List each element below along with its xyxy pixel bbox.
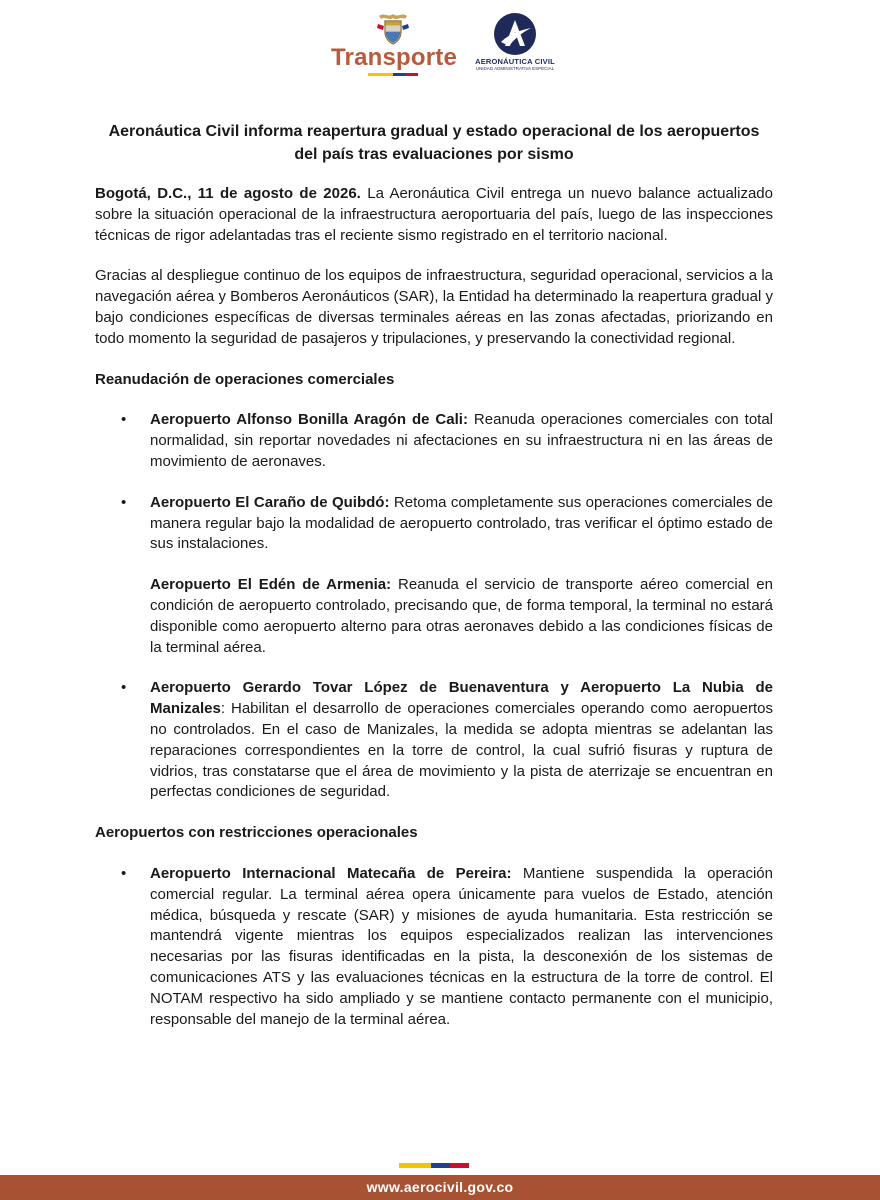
document-title: Aeronáutica Civil informa reapertura gradual y estado operacional de los aeropuertos del país tras evaluaciones por sismo xyxy=(108,123,760,163)
footer-flag-bar xyxy=(399,1163,469,1168)
list-item xyxy=(95,678,773,803)
airport-status: Retoma completamente sus operaciones comerciales de manera regular bajo la modalidad de aeropuerto controlado, tras verificar el óptimo estado de sus instalaciones. xyxy=(150,493,773,553)
airport-name: Aeropuerto Internacional Matecaña de Pereira: xyxy=(150,864,512,882)
dateline: Bogotá, D.C., 11 de agosto de 2026. xyxy=(95,185,361,202)
airport-name: Aeropuerto Alfonso Bonilla Aragón de Cali: xyxy=(150,411,468,429)
intro-text: La Aeronáutica Civil entrega un nuevo balance actualizado sobre la situación operacional de la infraestructura aeroportuaria del país, luego de las inspecciones técnicas de rigor adelantadas tras el reciente sismo registrado en el territorio nacional. xyxy=(95,185,773,244)
agency-name: AERONÁUTICA CIVIL xyxy=(475,57,555,66)
list-item xyxy=(95,864,773,1030)
coat-of-arms-icon xyxy=(376,10,410,46)
footer-website-link[interactable]: www.aerocivil.gov.co xyxy=(0,1175,880,1200)
ministry-logo xyxy=(331,10,458,90)
airport-list-reanudacion-cont xyxy=(95,678,773,803)
section-heading-restricciones: Aeropuertos con restricciones operacionales xyxy=(95,824,418,842)
list-item xyxy=(95,410,773,472)
list-item-indented xyxy=(95,575,773,658)
airport-name: Aeropuerto Gerardo Tovar López de Buenaventura y Aeropuerto La Nubia de Manizales xyxy=(150,679,773,718)
flag-color-bar xyxy=(368,73,418,76)
aerocivil-emblem-icon xyxy=(493,12,537,56)
airport-name: Aeropuerto El Caraño de Quibdó: xyxy=(150,493,390,511)
agency-subtitle: UNIDAD ADMINISTRATIVA ESPECIAL xyxy=(475,66,555,71)
airport-list-restricciones xyxy=(95,864,773,1030)
ministry-logo-text: Transporte xyxy=(331,44,458,71)
letterhead xyxy=(0,8,880,88)
airport-status: : Habilitan el desarrollo de operaciones comerciales operando como aeropuertos no controlados. En el caso de Manizales, la medida se adopta mientras se adelantan las reparaciones correspondientes en la torre de control, la cual sufrió fisuras y ruptura de vidrios, tras constatarse que el área de movimiento y la pista de aterrizaje se encuentran en perfectas condiciones de seguridad. xyxy=(150,700,773,801)
document-body xyxy=(95,120,773,1050)
intro-paragraph xyxy=(95,184,773,246)
airport-status: Reanuda el servicio de transporte aéreo comercial en condición de aeropuerto controlado, precisando que, de forma temporal, la terminal no estará disponible como aeropuerto alterno para otras aeronaves debido a las condiciones físicas de la terminal aérea. xyxy=(150,576,773,656)
context-paragraph: Gracias al despliegue continuo de los equipos de infraestructura, seguridad operacional, servicios a la navegación aérea y Bomberos Aeronáuticos (SAR), la Entidad ha determinado la reapertura gradual y bajo condiciones específicas de diversas terminales aéreas en las zonas afectadas, priorizando en todo momento la seguridad de pasajeros y tripulaciones, y preservando la conectividad regional. xyxy=(95,267,773,347)
list-item xyxy=(95,493,773,555)
airport-list-reanudacion xyxy=(95,410,773,555)
airport-status: Mantiene suspendida la operación comercial regular. La terminal aérea opera únicamente para vuelos de Estado, atención médica, búsqueda y rescate (SAR) y misiones de ayuda humanitaria. Esta restricción se mantendrá vigente mientras los equipos especializados realizan las intervenciones necesarias por las fisuras identificadas en la pista, la desconexión de los sistemas de comunicaciones ATS y las evaluaciones técnicas en la estructura de la torre de control. El NOTAM respectivo ha sido ampliado y se mantiene contacto permanente con el municipio, responsable del manejo de la terminal aérea. xyxy=(150,864,773,1028)
agency-logo xyxy=(470,12,560,82)
airport-name: Aeropuerto El Edén de Armenia: xyxy=(150,576,392,594)
airport-status: Reanuda operaciones comerciales con total normalidad, sin reportar novedades ni afectaciones en su infraestructura ni en las áreas de movimiento de aeronaves. xyxy=(150,411,774,470)
section-heading-reanudacion: Reanudación de operaciones comerciales xyxy=(95,370,395,388)
